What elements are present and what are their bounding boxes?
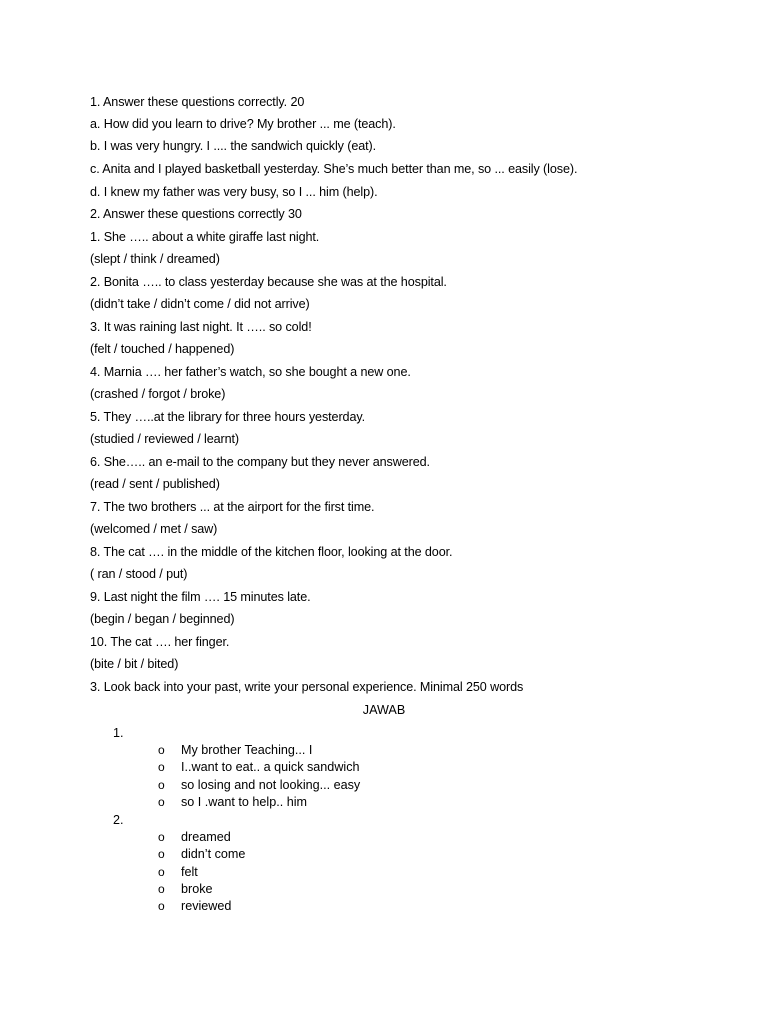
answer-2-4-text: broke [181, 882, 213, 896]
section3-title: 3. Look back into your past, write your personal experience. Minimal 250 words [90, 680, 524, 694]
section2-question-5: 5. They …..at the library for three hours yesterday. [90, 410, 366, 424]
section2-options-7: (welcomed / met / saw) [90, 522, 218, 536]
section2-question-10: 10. The cat …. her finger. [90, 635, 230, 649]
section1-item-b: b. I was very hungry. I .... the sandwich quickly (eat). [90, 139, 377, 153]
answer-1b-text: I..want to eat.. a quick sandwich [181, 760, 360, 774]
section2-question-6: 6. She….. an e-mail to the company but they never answered. [90, 455, 430, 469]
section2-options-8: ( ran / stood / put) [90, 567, 188, 581]
answer-group-1-label: 1. [113, 726, 124, 740]
answer-2-2-text: didn’t come [181, 847, 246, 861]
bullet-circle-icon: o [158, 795, 165, 809]
section2-options-4: (crashed / forgot / broke) [90, 387, 226, 401]
section2-title: 2. Answer these questions correctly 30 [90, 207, 302, 221]
section1-title: 1. Answer these questions correctly. 20 [90, 95, 305, 109]
bullet-circle-icon: o [158, 778, 165, 792]
section2-question-9: 9. Last night the film …. 15 minutes late. [90, 590, 311, 604]
section2-question-2: 2. Bonita ….. to class yesterday because she was at the hospital. [90, 275, 447, 289]
section2-options-2: (didn’t take / didn’t come / did not arrive) [90, 297, 310, 311]
bullet-circle-icon: o [158, 743, 165, 757]
bullet-circle-icon: o [158, 760, 165, 774]
section1-item-d: d. I knew my father was very busy, so I ... him (help). [90, 185, 378, 199]
section2-options-1: (slept / think / dreamed) [90, 252, 220, 266]
answer-2-3-text: felt [181, 865, 198, 879]
section2-options-9: (begin / began / beginned) [90, 612, 235, 626]
section1-item-a: a. How did you learn to drive? My brother ... me (teach). [90, 117, 396, 131]
answer-2-1-text: dreamed [181, 830, 231, 844]
section2-options-6: (read / sent / published) [90, 477, 220, 491]
section2-question-7: 7. The two brothers ... at the airport for the first time. [90, 500, 375, 514]
bullet-circle-icon: o [158, 882, 165, 896]
section2-options-3: (felt / touched / happened) [90, 342, 235, 356]
section1-item-c: c. Anita and I played basketball yesterday. She’s much better than me, so ... easily (lose). [90, 162, 578, 176]
section2-question-8: 8. The cat …. in the middle of the kitchen floor, looking at the door. [90, 545, 453, 559]
bullet-circle-icon: o [158, 899, 165, 913]
section2-options-5: (studied / reviewed / learnt) [90, 432, 239, 446]
answer-1c-text: so losing and not looking... easy [181, 778, 361, 792]
section2-question-1: 1. She ….. about a white giraffe last night. [90, 230, 320, 244]
section2-question-3: 3. It was raining last night. It ….. so cold! [90, 320, 312, 334]
answer-group-2-label: 2. [113, 813, 124, 827]
section2-question-4: 4. Marnia …. her father’s watch, so she bought a new one. [90, 365, 411, 379]
answer-1a-text: My brother Teaching... I [181, 743, 313, 757]
bullet-circle-icon: o [158, 847, 165, 861]
bullet-circle-icon: o [158, 830, 165, 844]
section2-options-10: (bite / bit / bited) [90, 657, 179, 671]
answer-2-5-text: reviewed [181, 899, 232, 913]
bullet-circle-icon: o [158, 865, 165, 879]
answers-heading: JAWAB [362, 703, 406, 717]
answer-1d-text: so I .want to help.. him [181, 795, 307, 809]
